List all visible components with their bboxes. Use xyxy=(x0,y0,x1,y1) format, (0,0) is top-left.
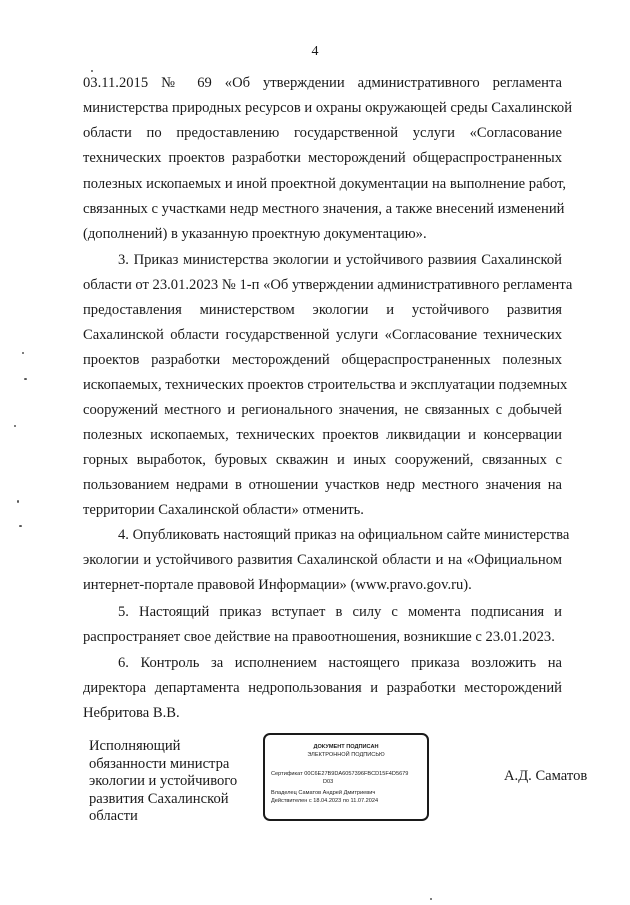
stamp-owner: Владелец Саматов Андрей Дмитриевич xyxy=(271,790,376,796)
body-line: Сахалинской области государственной услуги «Согласование технических xyxy=(83,327,562,343)
stamp-title: ДОКУМЕНТ ПОДПИСАН xyxy=(313,744,379,750)
body-line: полезных ископаемых и иной проектной документации на выполнение работ, xyxy=(83,176,567,192)
page-number: 4 xyxy=(311,44,319,59)
body-line: проектов разработки месторождений общераспространенных полезных xyxy=(83,352,562,368)
body-line: предоставления министерством экологии и устойчивого развития xyxy=(83,302,562,318)
scan-speck xyxy=(22,352,24,354)
body-line: технических проектов разработки месторождений общераспространенных xyxy=(83,150,562,166)
body-line: 4. Опубликовать настоящий приказ на официальном сайте министерства xyxy=(118,527,570,543)
scan-speck xyxy=(24,378,27,380)
electronic-signature-stamp xyxy=(263,733,429,821)
body-line: 6. Контроль за исполнением настоящего приказа возложить на xyxy=(118,655,562,671)
stamp-subtitle: ЭЛЕКТРОННОЙ ПОДПИСЬЮ xyxy=(307,752,385,758)
signer-title-line: Исполняющий xyxy=(89,738,181,754)
body-line: области по предоставлению государственной услуги «Согласование xyxy=(83,125,562,141)
body-line: территории Сахалинской области» отменить. xyxy=(83,502,364,518)
body-line: Небритова В.В. xyxy=(83,705,180,721)
body-line: директора департамента недропользования и разработки месторождений xyxy=(83,680,562,696)
body-line: интернет-портале правовой Информации» (www.pravo.gov.ru). xyxy=(83,577,472,593)
signer-title-line: области xyxy=(89,808,138,824)
body-line: горных выработок, буровых скважин и иных сооружений, связанных с xyxy=(83,452,562,468)
body-line: области от 23.01.2023 № 1-п «Об утверждении административного регламента xyxy=(83,277,573,293)
scan-speck xyxy=(430,898,432,900)
body-line: 5. Настоящий приказ вступает в силу с момента подписания и xyxy=(118,604,562,620)
body-line: министерства природных ресурсов и охраны окружающей среды Сахалинской xyxy=(83,100,573,116)
signatory-name: А.Д. Саматов xyxy=(504,768,588,784)
scan-speck xyxy=(14,425,16,427)
signer-title-line: обязанности министра xyxy=(89,755,230,772)
signer-title-line: развития Сахалинской xyxy=(89,790,229,807)
scan-speck xyxy=(19,525,22,527)
body-line: ископаемых, технических проектов строительства и эксплуатации подземных xyxy=(83,377,568,393)
signer-title xyxy=(89,738,259,826)
signer-title-line: экологии и устойчивого xyxy=(89,773,238,789)
body-line: сооружений местного и регионального значения, не связанных с добычей xyxy=(83,402,562,418)
stamp-certificate-cont: D03 xyxy=(323,779,334,785)
body-line: экологии и устойчивого развития Сахалинской области и на «Официальном xyxy=(83,552,562,568)
body-line: 03.11.2015 № 69 «Об утверждении административного регламента xyxy=(83,75,562,91)
body-line: полезных ископаемых, технических проектов ликвидации и консервации xyxy=(83,427,562,443)
body-line: связанных с участками недр местного значения, а также внесений изменений xyxy=(83,201,565,217)
scan-speck xyxy=(91,70,93,72)
stamp-validity: Действителен с 18.04.2023 по 11.07.2024 xyxy=(271,798,379,804)
body-line: пользованием недрами в отношении участков недр местного значения на xyxy=(83,477,562,493)
body-line: 3. Приказ министерства экологии и устойчивого развиия Сахалинской xyxy=(118,252,562,268)
stamp-certificate: Сертификат 00C6E27B9DA6057396FBCD15F4D5679 xyxy=(271,771,409,777)
scan-speck xyxy=(17,500,19,503)
body-line: (дополнений) в указанную проектную документацию». xyxy=(83,226,427,242)
body-line: распространяет свое действие на правоотношения, возникшие с 23.01.2023. xyxy=(83,629,555,645)
